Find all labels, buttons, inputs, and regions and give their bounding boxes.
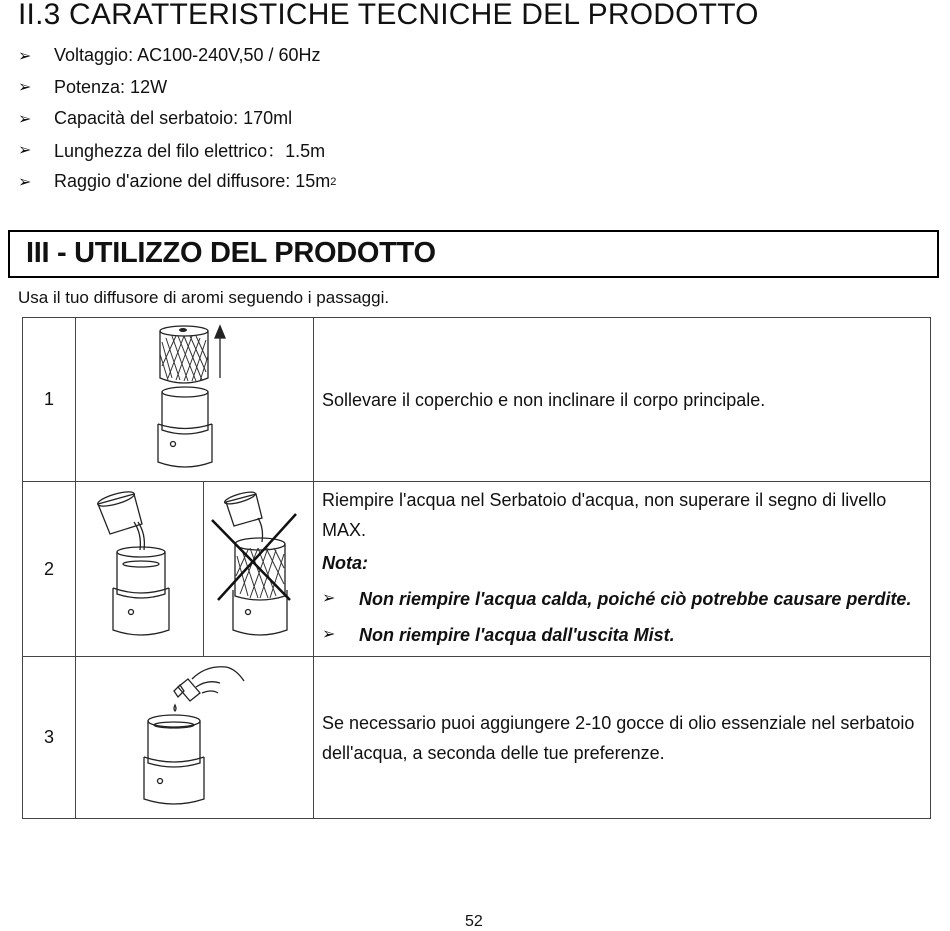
add-oil-illustration [76,659,314,817]
note-item [322,617,922,653]
spec-item [18,166,336,198]
note-text: Non riempire l'acqua dall'uscita Mist. [359,625,675,645]
arrow-bullet-icon: ➢ [18,79,32,97]
note-label: Nota: [322,553,368,573]
step-illustration [76,482,204,657]
spec-text: Voltaggio: AC100-240V,50 / 60Hz [54,45,321,66]
note-text: Non riempire l'acqua calda, poiché ciò potrebbe causare perdite. [359,589,912,609]
step-illustration [76,318,314,482]
step-illustration [204,482,314,657]
superscript: 2 [330,175,337,188]
arrow-bullet-icon: ➢ [18,110,32,128]
arrow-bullet-icon: ➢ [322,626,336,643]
step-text-cell [314,657,931,819]
arrow-bullet-icon: ➢ [18,173,32,191]
spec-item [18,72,336,104]
table-row [23,482,931,657]
step-text-cell [314,318,931,482]
step-number: 1 [23,318,76,482]
steps-table [22,317,931,819]
step-illustration [76,657,314,819]
step-text-cell [314,482,931,657]
lift-lid-illustration [76,320,314,480]
wrong-pour-illustration [204,484,312,654]
arrow-bullet-icon: ➢ [18,142,32,160]
section-title: II.3 CARATTERISTICHE TECNICHE DEL PRODOTTO [18,0,759,31]
pour-water-illustration [76,484,202,654]
usage-heading-box [8,230,939,278]
step-number: 3 [23,657,76,819]
note-item [322,581,922,617]
page-number: 52 [465,913,483,930]
usage-title: III - UTILIZZO DEL PRODOTTO [26,237,436,269]
spec-list [18,40,336,198]
intro-text: Usa il tuo diffusore di aromi seguendo i passaggi. [18,288,390,307]
table-row [23,657,931,819]
step-text: Sollevare il coperchio e non inclinare il corpo principale. [322,389,766,410]
step-text: Riempire l'acqua nel Serbatoio d'acqua, non superare il segno di livello MAX. [322,490,887,540]
step-text: Se necessario puoi aggiungere 2-10 gocce di olio essenziale nel serbatoio dell'acqua, a seconda delle tue preferenze. [322,712,915,763]
spec-text: Lunghezza del filo elettrico：1.5m [54,141,326,162]
spec-text: Potenza: 12W [54,76,168,97]
spec-text: Capacità del serbatoio: 170ml [54,108,293,129]
step-number: 2 [23,482,76,657]
spec-text: Raggio d'azione del diffusore: 15m [54,171,331,192]
arrow-bullet-icon: ➢ [18,47,32,65]
spec-item [18,135,336,167]
spec-item [18,40,336,72]
arrow-bullet-icon: ➢ [322,590,336,607]
spec-item [18,103,336,135]
table-row [23,318,931,482]
